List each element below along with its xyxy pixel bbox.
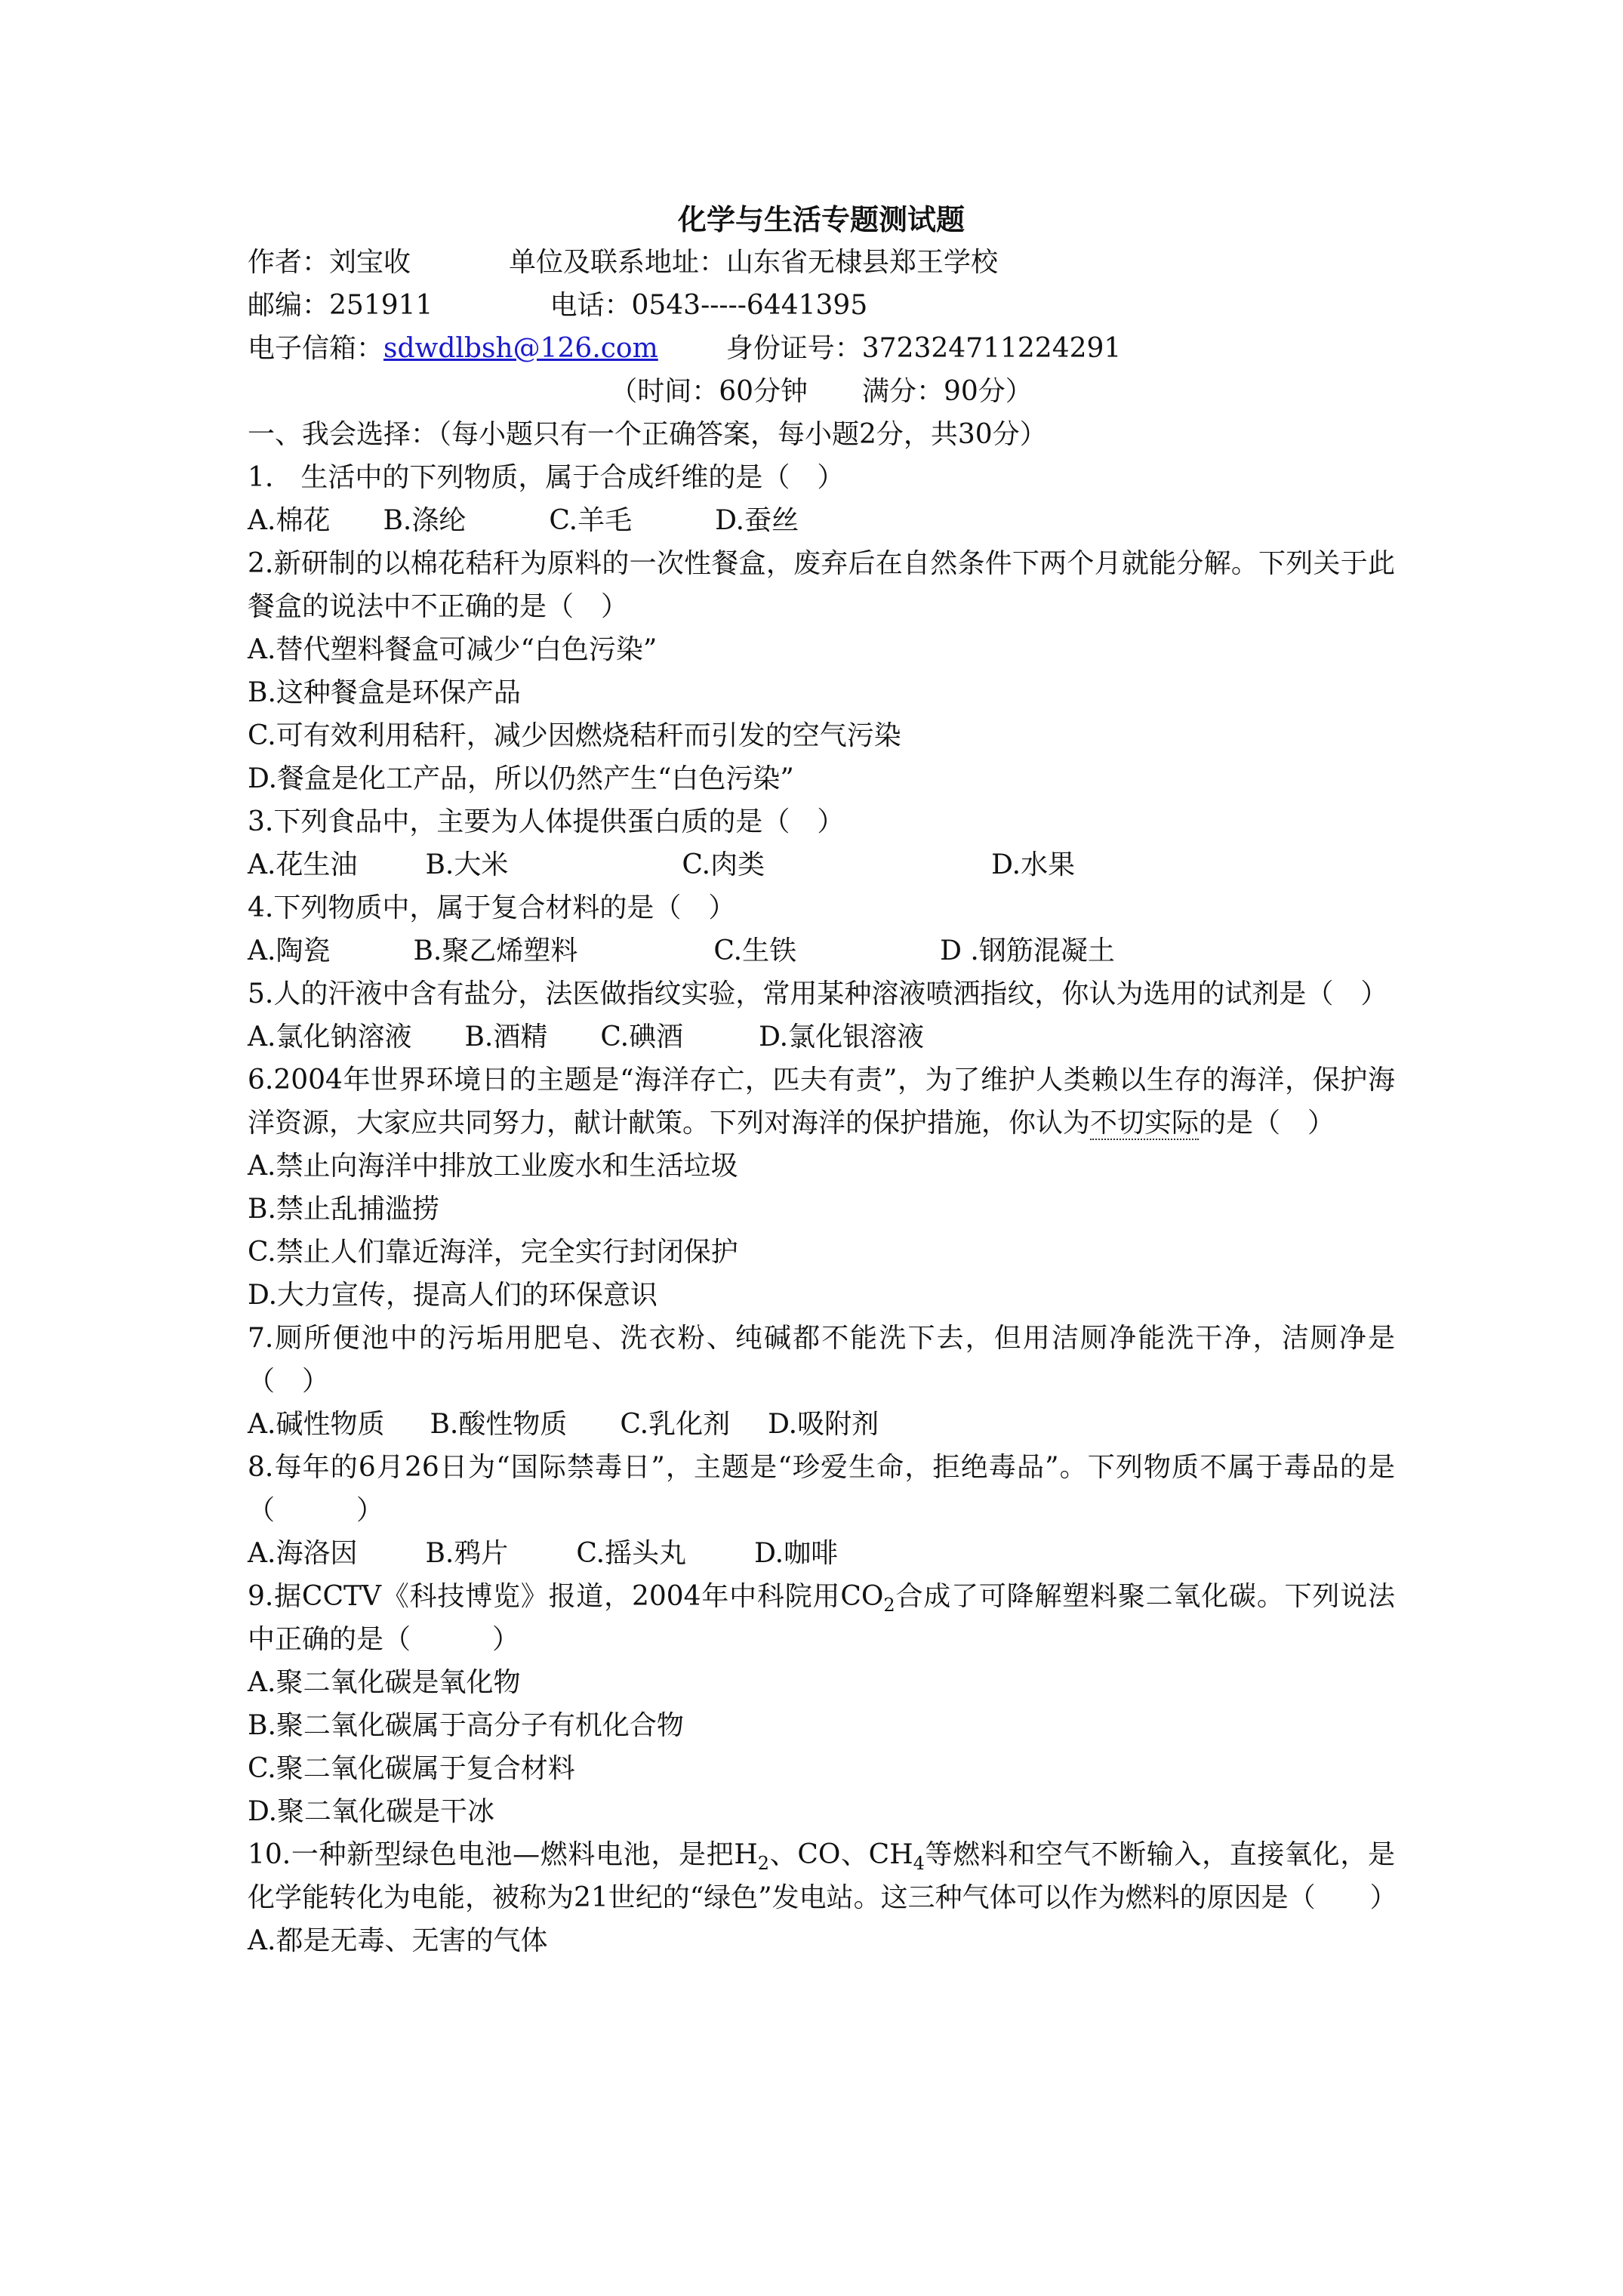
emphasis-dotted: 不切实际: [1090, 1108, 1200, 1139]
option-a: A.海洛因: [248, 1538, 358, 1569]
question-4-options: [248, 929, 1395, 972]
question-1-stem: 1. 生活中的下列物质，属于合成纤维的是（ ）: [248, 462, 845, 493]
question-2-option-b: B.这种餐盒是环保产品: [248, 677, 521, 708]
question-9-stem-text: 9.据CCTV《科技博览》报道，2004年中科院用CO: [248, 1581, 884, 1612]
question-7-options: [248, 1403, 1395, 1446]
question-1-options: [248, 499, 1395, 542]
question-6-option-c: C.禁止人们靠近海洋，完全实行封闭保护: [248, 1237, 738, 1268]
subscript: 2: [757, 1853, 770, 1875]
author-line: [248, 241, 1395, 284]
question-9-option-c: C.聚二氧化碳属于复合材料: [248, 1753, 575, 1784]
question-10-stem: [248, 1833, 1395, 1919]
question-9-option-d: D.聚二氧化碳是干冰: [248, 1796, 495, 1827]
email-link[interactable]: sdwdlbsh@126.com: [383, 333, 658, 364]
question-9-stem: [248, 1575, 1395, 1661]
question-9-option-a: A.聚二氧化碳是氧化物: [248, 1667, 521, 1698]
question-6-option-d: D.大力宣传，提高人们的环保意识: [248, 1280, 658, 1311]
option-a: A.花生油: [248, 849, 358, 880]
exam-content: [248, 198, 1395, 1962]
option-b: B.大米: [425, 849, 509, 880]
option-c: C.摇头丸: [576, 1538, 687, 1569]
question-10-option-a: A.都是无毒、无害的气体: [248, 1925, 548, 1956]
email-line: [248, 327, 1395, 370]
question-8-options: [248, 1532, 1395, 1575]
email-label: 电子信箱：: [248, 333, 384, 364]
option-c: C.碘酒: [600, 1022, 684, 1052]
page-title: 化学与生活专题测试题: [677, 202, 965, 236]
phone-label: 电话：: [550, 290, 632, 321]
question-9-option-b: B.聚二氧化碳属于高分子有机化合物: [248, 1710, 684, 1741]
question-5-stem: 5.人的汗液中含有盐分，法医做指纹实验，常用某种溶液喷洒指纹，你认为选用的试剂是（ ）: [248, 978, 1388, 1009]
question-7-stem: 7.厕所便池中的污垢用肥皂、洗衣粉、纯碱都不能洗下去，但用洁厕净能洗干净，洁厕净是（ ）: [248, 1323, 1395, 1397]
question-5-options: [248, 1015, 1395, 1059]
option-b: B.酸性物质: [430, 1409, 568, 1440]
option-c: C.羊毛: [549, 505, 633, 536]
unit-address: 山东省无棣县郑王学校: [726, 247, 999, 278]
option-b: B.涤纶: [383, 505, 467, 536]
question-10-stem-text: 10.一种新型绿色电池—燃料电池，是把H: [248, 1839, 758, 1870]
question-2-option-d: D.餐盒是化工产品，所以仍然产生“白色污染”: [248, 763, 794, 794]
question-9-stem-end: 合成了可降解塑料聚二氧化碳。下列说法中正确的是（ ）: [248, 1581, 1395, 1655]
question-6-option-b: B.禁止乱捕滥捞: [248, 1194, 439, 1225]
zip-code: 251911: [329, 290, 433, 321]
option-a: A.陶瓷: [248, 935, 331, 966]
subscript: 4: [913, 1853, 925, 1875]
question-10-stem-end: 等燃料和空气不断输入，直接氧化，是化学能转化为电能，被称为21世纪的“绿色”发电站。这三种气体可以作为燃料的原因是（ ）: [248, 1839, 1397, 1913]
question-6-stem: [248, 1059, 1395, 1145]
option-d: D.氯化银溶液: [759, 1022, 925, 1052]
id-number: 372324711224291: [861, 333, 1122, 364]
question-8-stem: 8.每年的6月26日为“国际禁毒日”，主题是“珍爱生命，拒绝毒品”。下列物质不属于毒品的是（ ）: [248, 1452, 1395, 1526]
option-d: D.咖啡: [754, 1538, 839, 1569]
option-d: D.蚕丝: [715, 505, 799, 536]
question-2-option-a: A.替代塑料餐盒可减少“白色污染”: [248, 634, 658, 665]
question-6-option-a: A.禁止向海洋中排放工业废水和生活垃圾: [248, 1151, 738, 1182]
zip-line: [248, 284, 1395, 327]
option-b: B.酒精: [464, 1022, 548, 1052]
option-b: B.鸦片: [425, 1538, 509, 1569]
question-4-stem: 4.下列物质中，属于复合材料的是（ ）: [248, 892, 736, 923]
question-2-stem: 2.新研制的以棉花秸秆为原料的一次性餐盒，废弃后在自然条件下两个月就能分解。下列关于此餐盒的说法中不正确的是（ ）: [248, 548, 1395, 622]
option-d: D .钢筋混凝土: [940, 935, 1115, 966]
id-label: 身份证号：: [725, 333, 862, 364]
option-a: A.棉花: [248, 505, 331, 536]
option-c: C.肉类: [682, 849, 765, 880]
question-3-stem: 3.下列食品中，主要为人体提供蛋白质的是（ ）: [248, 806, 845, 837]
section-heading: 一、我会选择：（每小题只有一个正确答案，每小题2分，共30分）: [248, 419, 1047, 450]
question-2-option-c: C.可有效利用秸秆，减少因燃烧秸秆而引发的空气污染: [248, 720, 901, 751]
option-d: D.吸附剂: [768, 1409, 879, 1440]
question-10-stem-text-2: 、CO、CH: [769, 1839, 913, 1870]
time-score-line: （时间：60分钟 满分：90分）: [610, 376, 1033, 407]
option-c: C.乳化剂: [620, 1409, 731, 1440]
question-3-options: [248, 843, 1395, 886]
option-d: D.水果: [991, 849, 1076, 880]
author-label: 作者：: [248, 247, 330, 278]
unit-label: 单位及联系地址：: [509, 247, 727, 278]
author-name: 刘宝收: [329, 247, 411, 278]
option-a: A.碱性物质: [248, 1409, 385, 1440]
phone-number: 0543-----6441395: [631, 290, 868, 321]
option-b: B.聚乙烯塑料: [413, 935, 578, 966]
question-6-stem-end: 的是（ ）: [1199, 1108, 1335, 1139]
option-c: C.生铁: [713, 935, 797, 966]
question-6-stem-text: 6.2004年世界环境日的主题是“海洋存亡，匹夫有责”，为了维护人类赖以生存的海洋，保护海洋资源，大家应共同努力，献计献策。下列对海洋的保护措施，你认为: [248, 1065, 1395, 1139]
zip-label: 邮编：: [248, 290, 330, 321]
subscript: 2: [883, 1595, 895, 1616]
option-a: A.氯化钠溶液: [248, 1022, 412, 1052]
